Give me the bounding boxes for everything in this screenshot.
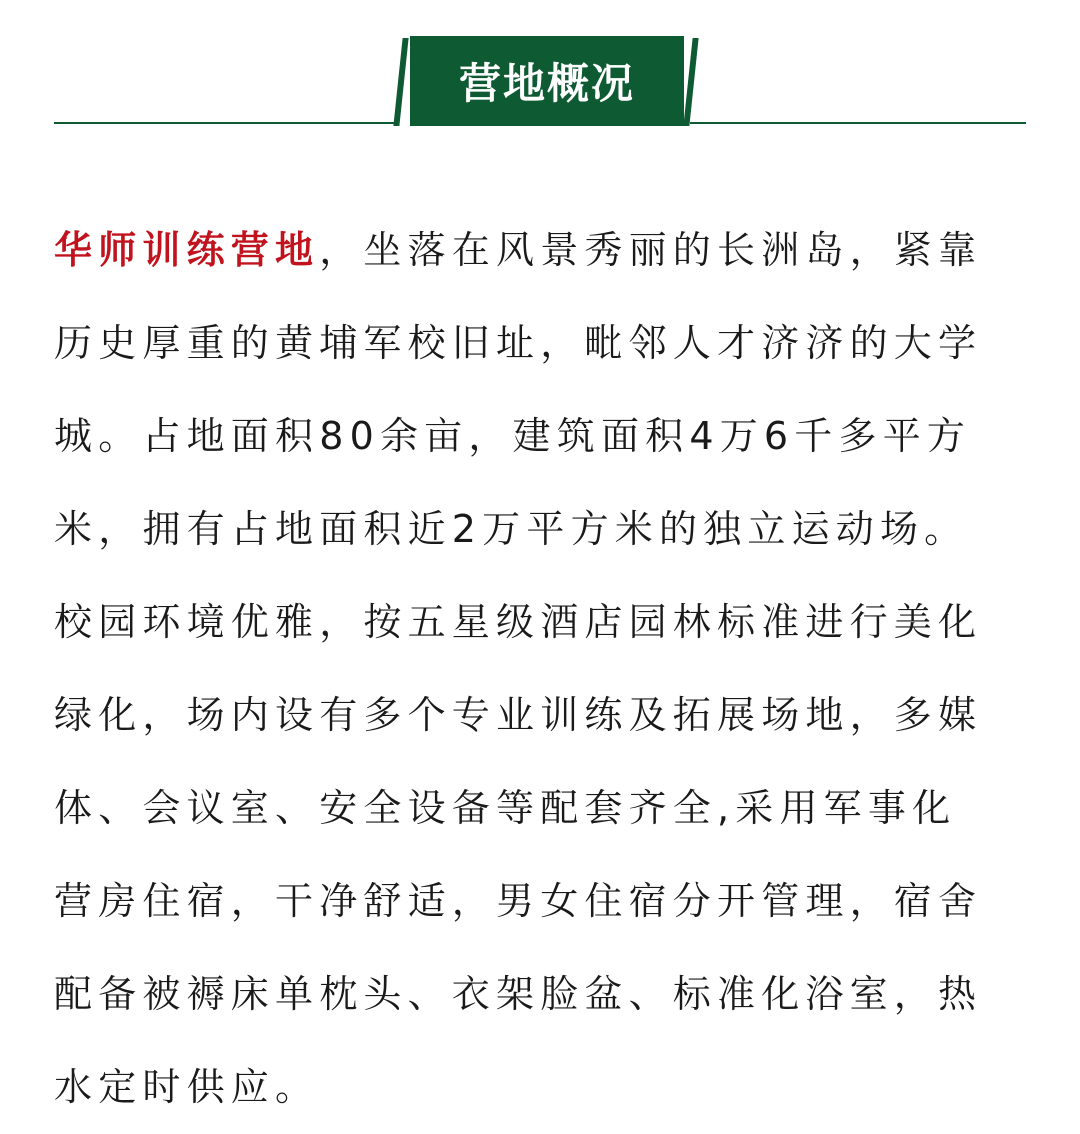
paragraph-line: 城。占地面积80余亩，建筑面积4万6千多平方	[54, 414, 972, 458]
overview-paragraph	[54, 204, 1034, 1134]
paragraph-line: 米，拥有占地面积近2万平方米的独立运动场。	[54, 507, 969, 551]
section-header	[0, 0, 1080, 140]
paragraph-line: 水定时供应。	[54, 1065, 320, 1109]
paragraph-line: 营房住宿，干净舒适，男女住宿分开管理，宿舍	[54, 879, 983, 923]
paragraph-line: 配备被褥床单枕头、衣架脸盆、标准化浴室，热	[54, 972, 983, 1016]
header-rule-left	[54, 122, 394, 124]
paragraph-line: 历史厚重的黄埔军校旧址，毗邻人才济济的大学	[54, 321, 983, 365]
section-title: 营地概况	[410, 36, 684, 126]
paragraph-line-text: ，坐落在风景秀丽的长洲岛，紧靠	[319, 228, 983, 272]
header-rule-right	[690, 122, 1026, 124]
header-slant-right	[683, 38, 698, 126]
paragraph-line: 绿化，场内设有多个专业训练及拓展场地，多媒	[54, 693, 983, 737]
camp-name-highlight: 华师训练营地	[54, 228, 320, 272]
paragraph-line	[54, 204, 1034, 297]
header-slant-left	[393, 38, 408, 126]
paragraph-line: 校园环境优雅，按五星级酒店园林标准进行美化	[54, 600, 983, 644]
paragraph-line: 体、会议室、安全设备等配套齐全,采用军事化	[54, 786, 957, 830]
